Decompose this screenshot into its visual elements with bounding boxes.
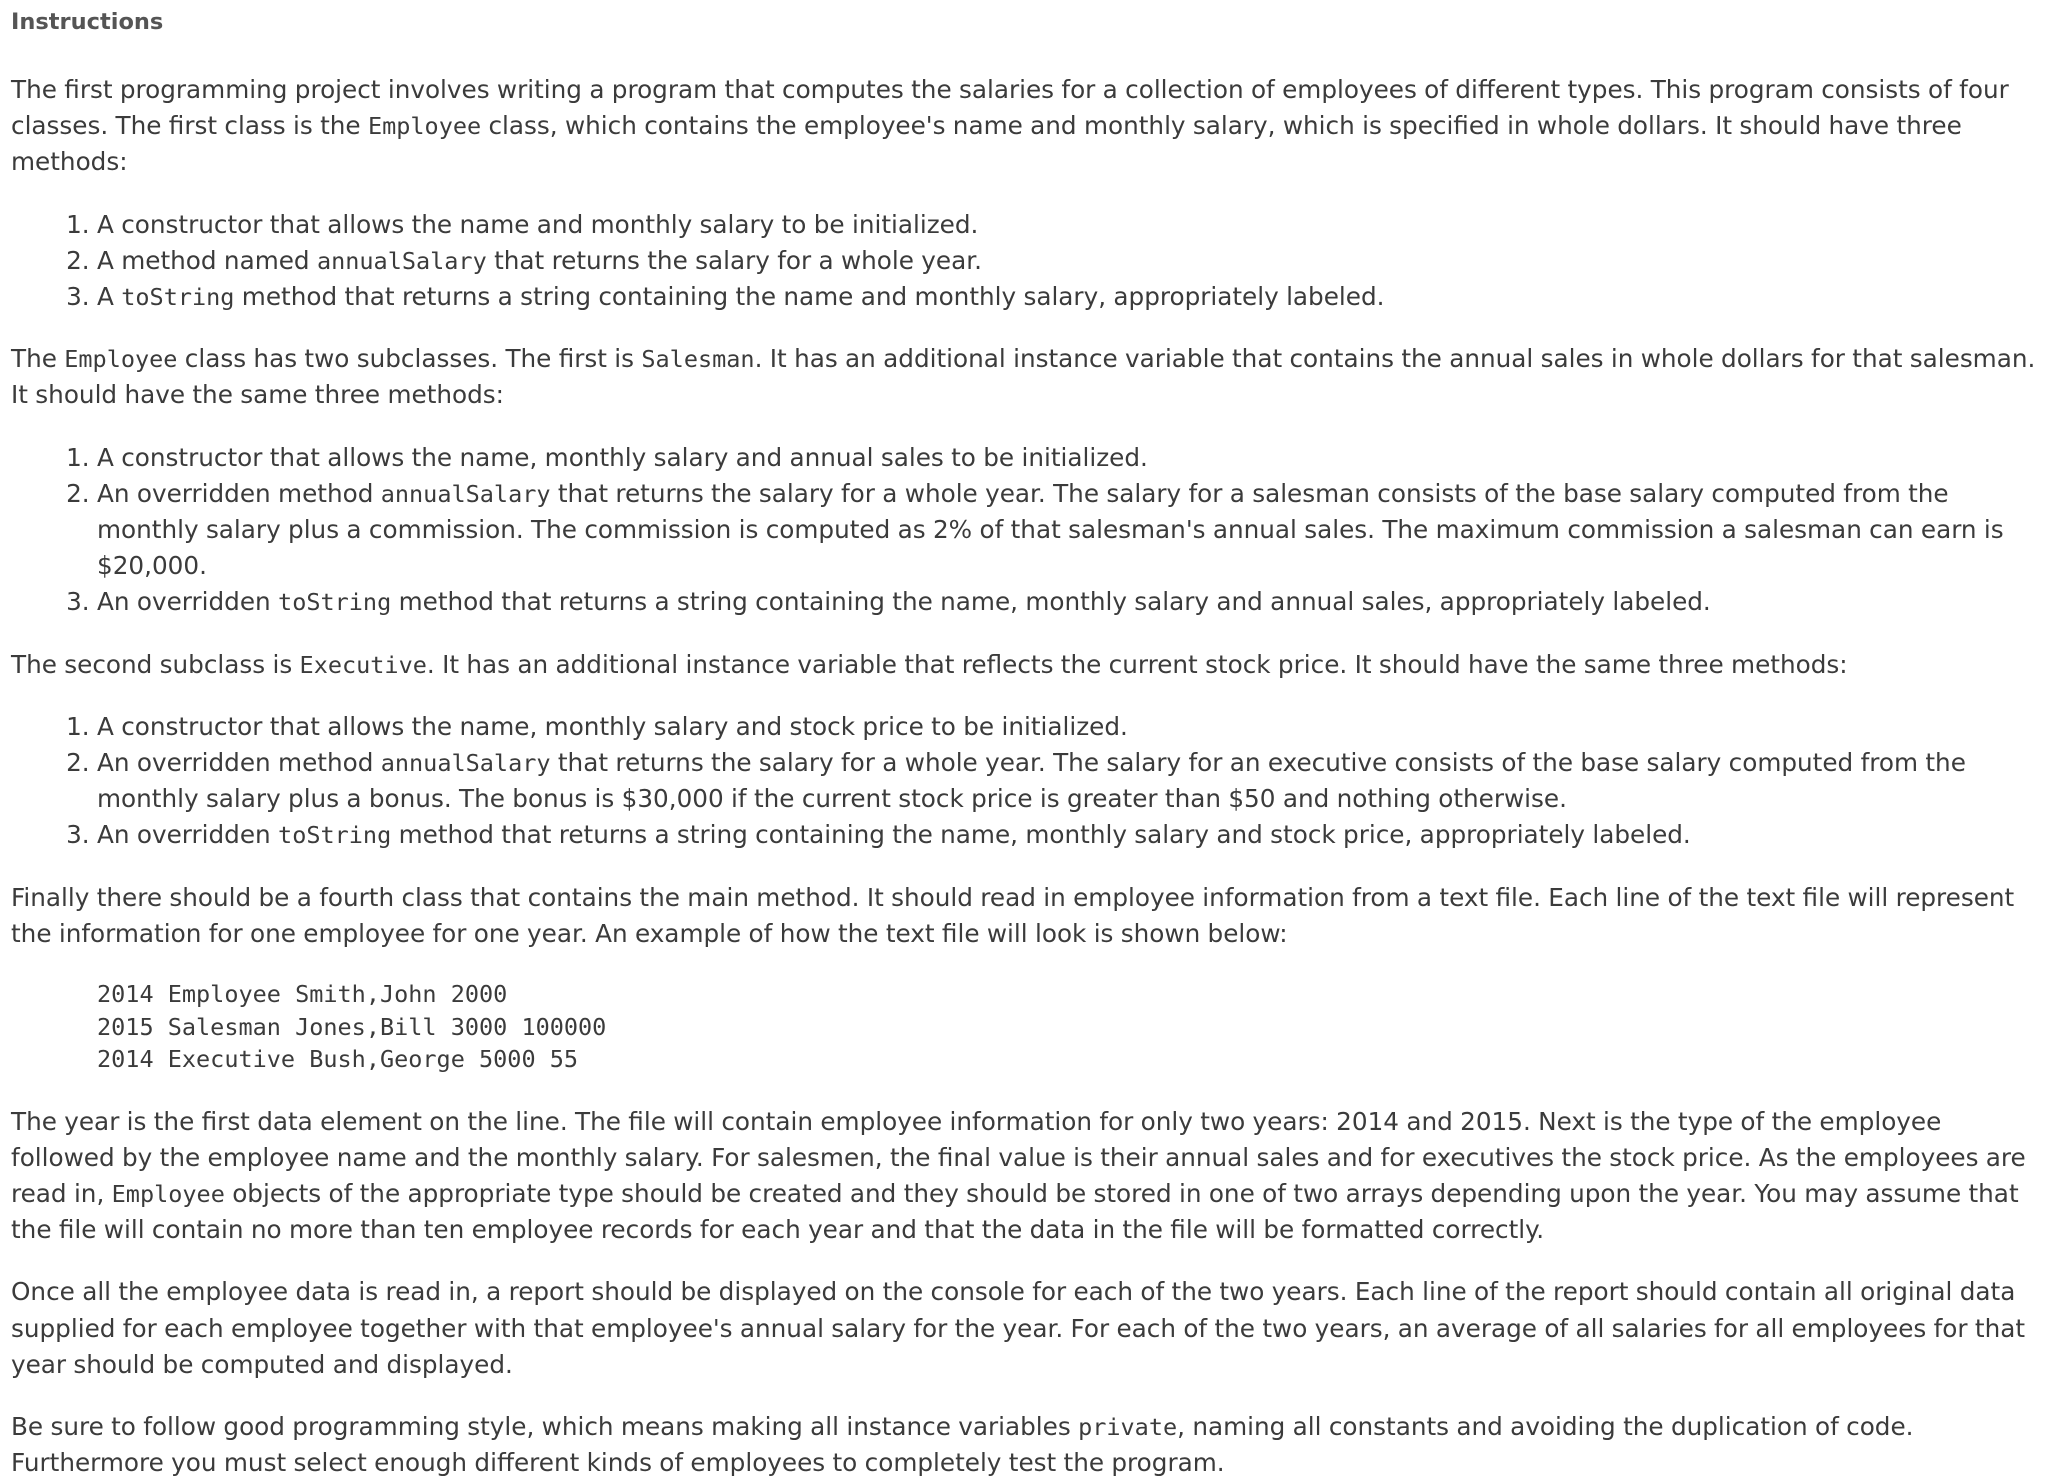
list-item-text: A constructor that allows the name, monthly salary and annual sales to be initialized. [97,442,1148,472]
sample-file-block [97,978,2041,1076]
paragraph-text: . It has an additional instance variable that reflects the current stock price. It should have the same three methods: [426,649,1848,679]
main-class-paragraph: Finally there should be a fourth class that contains the main method. It should read in employee information from a text file. Each line of the text file will represent the information for one employee for one year. An example of how the text file will look is shown below: [11,882,2015,948]
list-item-text: that returns the salary for a whole year. The salary for an executive consists of the base salary computed from the monthly salary plus a bonus. The bonus is $30,000 if the current stock price is greater than $50 and nothing otherwise. [97,748,1966,814]
code-private: private [1078,1412,1178,1441]
list-item-text: that returns the salary for a whole year. The salary for a salesman consists of the base salary computed from the monthly salary plus a commission. The commission is computed as 2% of that salesman's annual sales. The maximum commission a salesman can earn is $20,000. [97,478,2004,581]
code-to-string: toString [278,821,392,850]
page-title: Instructions [11,9,164,35]
style-paragraph [11,1409,2041,1481]
list-item-text: A [97,282,122,312]
executive-methods-list [11,709,2041,854]
list-item [97,440,2041,476]
code-employee: Employee [111,1179,225,1208]
salesman-methods-list [11,440,2041,621]
list-item-text: method that returns a string containing the name and monthly salary, appropriately labeled. [234,282,1385,312]
list-item [97,279,2041,315]
paragraph-text: . It has an additional instance variable that contains the annual sales in whole dollars for that salesman. It should have the same three methods: [11,344,2036,410]
list-item-text: An overridden method [97,748,381,778]
file-description-paragraph [11,1104,2041,1249]
paragraph-text: Be sure to follow good programming style, which means making all instance variables [11,1411,1079,1441]
list-item-text: method that returns a string containing the name, monthly salary and annual sales, appropriately labeled. [391,587,1711,617]
report-paragraph: Once all the employee data is read in, a report should be displayed on the console for each of the two years. Each line of the report should contain all original data supplied for each employee together with that employee's annual salary for the year. For each of the two years, an average of all salaries for all employees for that year should be computed and displayed. [11,1277,2026,1379]
sample-file-line: 2015 Salesman Jones,Bill 3000 100000 [97,1012,607,1041]
salesman-paragraph [11,341,2041,413]
list-item [97,584,2041,620]
code-annual-salary: annualSalary [380,749,551,778]
code-annual-salary: annualSalary [316,246,487,275]
list-item-text: A method named [97,245,317,275]
list-item-text: An overridden [97,587,279,617]
list-item-text: method that returns a string containing the name, monthly salary and stock price, appropriately labeled. [391,820,1691,850]
paragraph-text: , naming all constants and avoiding the duplication of code. Furthermore you must select enough different kinds of employees to completely test the program. [11,1411,1914,1478]
paragraph-text: The year is the first data element on the line. The file will contain employee information for only two years: 2014 and 2015. Next is the type of the employee followed by the employee name and the monthly salary. For salesmen, the final value is their annual sales and for executives the stock price. As the employees are read in, [11,1106,2026,1208]
list-item-text: that returns the salary for a whole year. [486,245,982,275]
list-item [97,476,2041,585]
code-executive: Executive [299,650,427,679]
sample-file-line: 2014 Executive Bush,George 5000 55 [97,1045,579,1074]
list-item-text: A constructor that allows the name and monthly salary to be initialized. [97,209,979,239]
code-annual-salary: annualSalary [380,479,551,508]
paragraph-text: The [11,344,65,374]
list-item-text: An overridden method [97,478,381,508]
intro-paragraph [11,72,2041,181]
list-item-text: An overridden [97,820,279,850]
list-item-text: A constructor that allows the name, monthly salary and stock price to be initialized. [97,711,1128,741]
intro-text-2: class, which contains the employee's name and monthly salary, which is specified in whole dollars. It should have three methods: [11,111,1962,177]
list-item [97,709,2041,745]
employee-methods-list [11,207,2041,316]
paragraph-text: The second subclass is [11,649,300,679]
intro-text-1: The first programming project involves writing a program that computes the salaries for a collection of employees of different types. This program consists of four classes. The first class is the [11,75,2009,141]
list-item [97,817,2041,853]
code-to-string: toString [278,588,392,617]
list-item [97,207,2041,243]
list-item [97,745,2041,817]
list-item [97,243,2041,279]
code-salesman: Salesman [641,345,755,374]
code-employee: Employee [64,345,178,374]
sample-file-line: 2014 Employee Smith,John 2000 [97,980,508,1009]
executive-paragraph [11,647,2041,683]
paragraph-text: class has two subclasses. The first is [177,344,642,374]
code-to-string: toString [121,283,235,312]
paragraph-text: objects of the appropriate type should be created and they should be stored in one of two arrays depending upon the year. You may assume that the file will contain no more than ten employee records for each year and that the data in the file will be formatted correctly. [11,1178,2019,1245]
code-employee: Employee [367,112,482,141]
